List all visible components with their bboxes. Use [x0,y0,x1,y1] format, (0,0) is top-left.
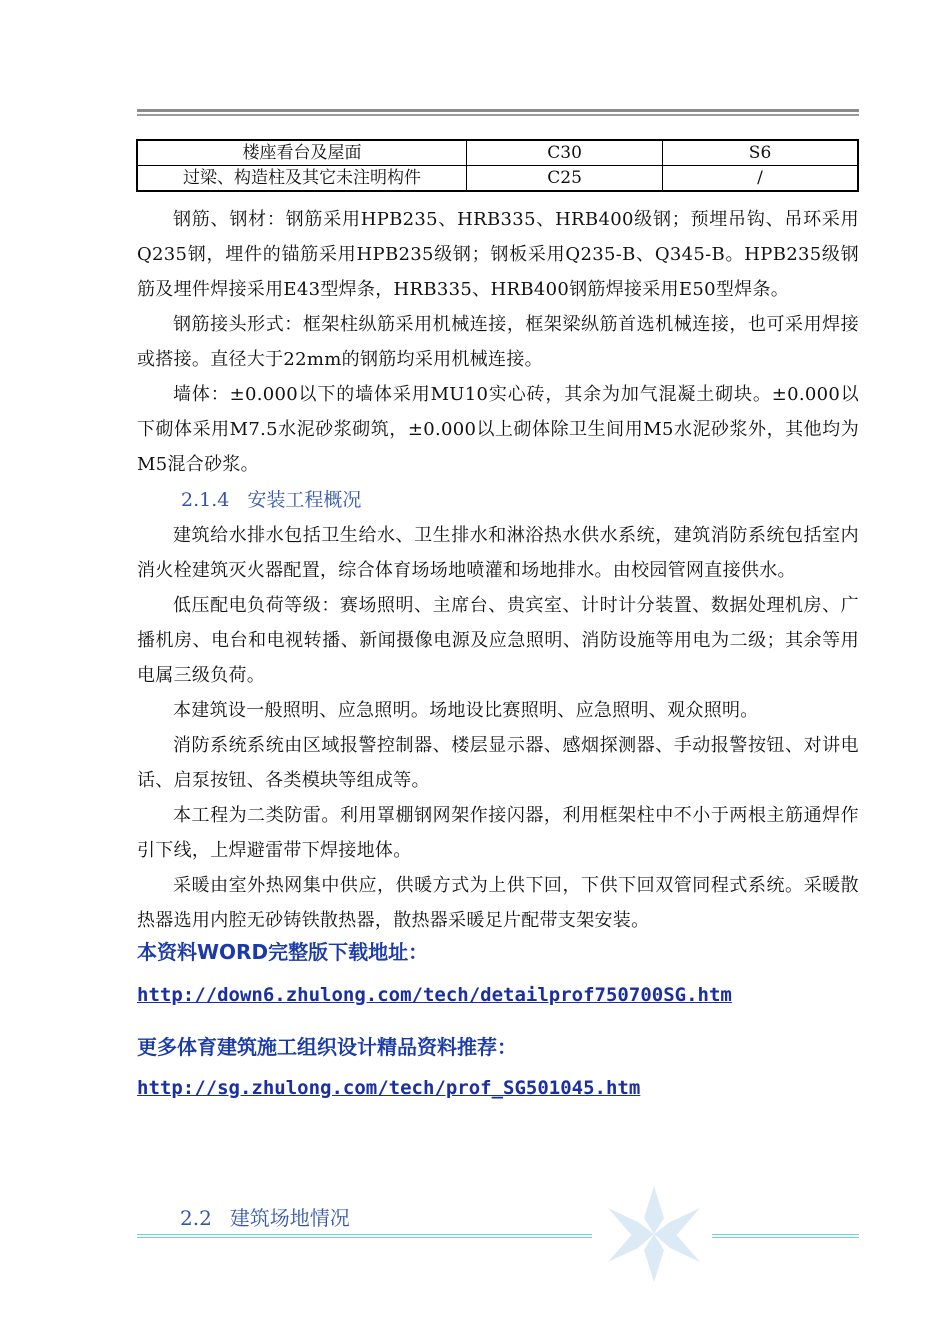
table-cell: 楼座看台及屋面 [137,140,467,166]
paragraph-lighting: 本建筑设一般照明、应急照明。场地设比赛照明、应急照明、观众照明。 [173,700,759,721]
table-cell: / [663,166,858,192]
paragraph-lightning: 本工程为二类防雷。利用罩棚钢网架作接闪器，利用框架柱中不小于两根主筋通焊作引下线，上焊避雷带下焊接地体。 [137,805,859,861]
paragraph-water: 建筑给水排水包括卫生给水、卫生排水和淋浴热水供水系统，建筑消防系统包括室内消火栓建筑灭火器配置，综合体育场场地喷灌和场地排水。由校园管网直接供水。 [137,525,859,581]
paragraph-heating: 采暖由室外热网集中供应，供暖方式为上供下回，下供下回双管同程式系统。采暖散热器选用内腔无砂铸铁散热器，散热器采暖足片配带支架安装。 [137,875,859,931]
section-heading [180,1202,350,1231]
footer-rule [137,1234,859,1238]
table-cell: S6 [663,140,858,166]
table-row [137,140,858,166]
section-number: 2.2 [180,1206,212,1230]
table-row [137,166,858,192]
table-cell: C25 [467,166,663,192]
download-label: 本资料WORD完整版下载地址： [137,940,429,964]
table-cell: C30 [467,140,663,166]
table-cell: 过梁、构造柱及其它未注明构件 [137,166,467,192]
paragraph-power: 低压配电负荷等级：赛场照明、主席台、贵宾室、计时计分装置、数据处理机房、广播机房、电台和电视转播、新闻摄像电源及应急照明、消防设施等用电为二级；其余等用电属三级负荷。 [137,595,859,686]
download-link[interactable]: http://down6.zhulong.com/tech/detailprof750700SG.htm [137,984,732,1006]
body-text [137,202,859,938]
subsection-number: 2.1.4 [181,489,230,511]
concrete-grade-table [136,139,859,192]
subsection-heading [137,482,859,518]
section-title: 建筑场地情况 [229,1206,350,1230]
header-rule [137,109,859,119]
paragraph-fire: 消防系统系统由区域报警控制器、楼层显示器、感烟探测器、手动报警按钮、对讲电话、启泵按钮、各类模块等组成等。 [137,735,859,791]
paragraph-joints: 钢筋接头形式：框架柱纵筋采用机械连接，框架梁纵筋首选机械连接，也可采用焊接或搭接。直径大于22mm的钢筋均采用机械连接。 [137,314,859,370]
paragraph-rebar: 钢筋、钢材：钢筋采用HPB235、HRB335、HRB400级钢；预埋吊钩、吊环采用Q235钢，埋件的锚筋采用HPB235级钢；钢板采用Q235-B、Q345-B。HPB235级钢筋及埋件焊接采用E43型焊条，HRB335、HRB400钢筋焊接采用E50型焊条。 [137,209,859,300]
more-link[interactable]: http://sg.zhulong.com/tech/prof_SG501045.htm [137,1077,641,1099]
subsection-title: 安装工程概况 [247,489,362,511]
paragraph-walls: 墙体：±0.000以下的墙体采用MU10实心砖，其余为加气混凝土砌块。±0.000以下砌体采用M7.5水泥砂浆砌筑，±0.000以上砌体除卫生间用M5水泥砂浆外，其他均为M5混合砂浆。 [137,384,859,475]
more-label: 更多体育建筑施工组织设计精品资料推荐： [137,1035,517,1059]
